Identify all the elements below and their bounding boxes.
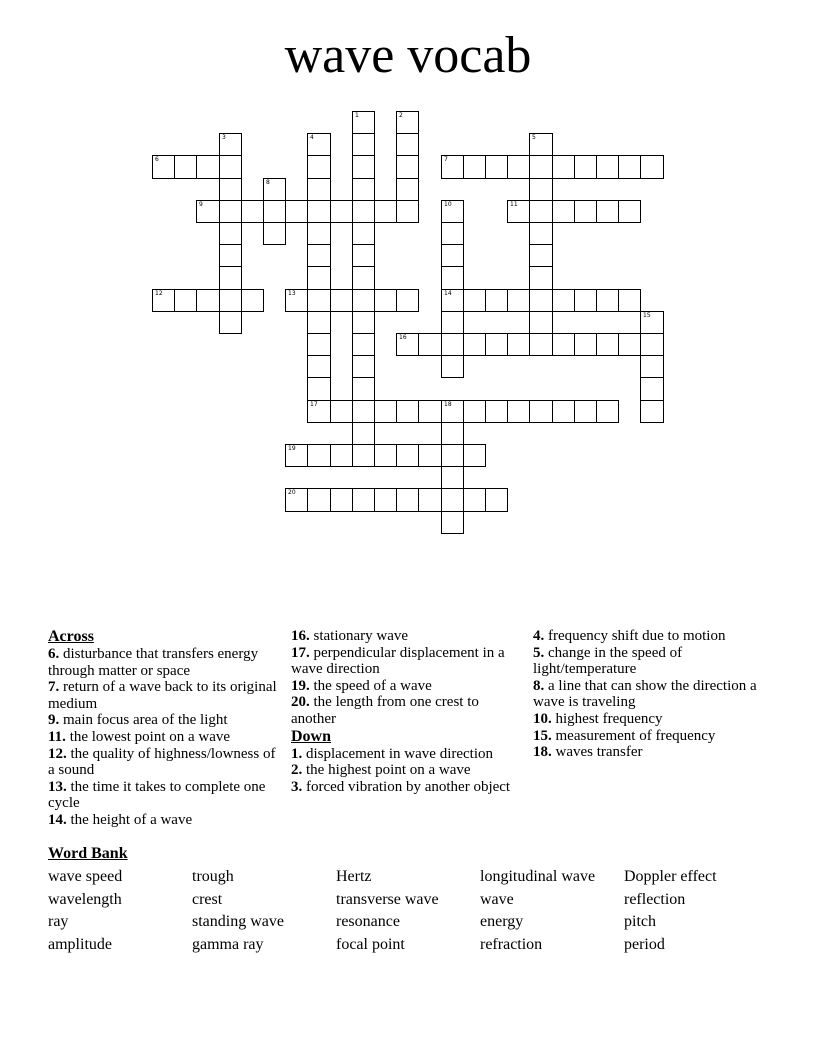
word-bank-list [48,867,788,954]
clue-number: 7. [48,679,60,696]
word-bank-item: refraction [480,935,543,953]
grid-cell[interactable] [507,400,530,423]
grid-cell[interactable] [418,444,442,467]
grid-cell[interactable] [307,289,331,312]
clues-column-3 [533,628,768,761]
clue-number: 20 [288,489,296,496]
word-bank-item: Doppler effect [624,868,717,885]
grid-cell[interactable] [441,333,464,356]
grid-cell[interactable] [241,289,264,312]
word-bank-item: focal point [336,935,405,953]
across-clue [48,779,278,812]
grid-cell[interactable] [552,400,575,423]
grid-cell[interactable] [507,333,530,356]
grid-cell[interactable] [596,333,619,356]
grid-cell[interactable] [396,133,419,156]
clue-text: return of a wave back to its original medium [48,679,277,712]
grid-cell[interactable] [196,289,220,312]
grid-cell[interactable] [307,200,331,223]
clue-number: 19. [291,677,310,694]
word-bank-item: crest [192,890,223,908]
clue-text: the height of a wave [70,811,193,828]
grid-cell[interactable] [529,244,553,267]
grid-cell[interactable] [640,400,664,423]
clue-number: 15. [533,727,552,744]
clue-number: 1. [291,745,303,762]
clue-number: 15 [643,312,651,319]
grid-cell[interactable] [441,444,464,467]
grid-cell[interactable] [529,133,553,156]
grid-cell[interactable] [441,511,464,534]
clue-number: 1 [355,112,359,119]
grid-cell[interactable] [352,377,375,401]
grid-cell[interactable] [374,488,397,512]
across-heading: Across [48,628,94,645]
grid-cell[interactable] [219,155,242,179]
grid-cell[interactable] [396,155,419,179]
grid-cell[interactable] [507,289,530,312]
grid-cell[interactable] [330,400,353,423]
grid-cell[interactable] [263,178,286,201]
grid-cell[interactable] [307,222,331,245]
clue-number: 16 [399,334,407,341]
clue-text: the quality of highness/lowness of a sound [48,745,276,779]
word-bank-item: trough [192,868,234,885]
grid-cell[interactable] [285,488,308,512]
clue-number: 17 [310,401,318,408]
across-clue [291,678,526,695]
down-clues-part-1 [291,746,526,796]
grid-cell[interactable] [529,222,553,245]
clue-number: 4. [533,628,545,644]
clues-column-2 [291,628,526,795]
grid-cell[interactable] [330,200,353,223]
page-title: wave vocab [284,27,532,84]
clue-text: displacement in wave direction [306,745,494,762]
grid-cell[interactable] [640,155,664,179]
grid-cell[interactable] [418,488,442,512]
grid-cell[interactable] [219,244,242,267]
down-clue [291,746,526,763]
grid-cell[interactable] [307,244,331,267]
grid-cell[interactable] [352,200,375,223]
grid-cell[interactable] [307,333,331,356]
clue-number: 6 [155,156,159,163]
grid-cell[interactable] [352,422,375,445]
word-bank-item: wavelength [48,890,122,908]
clue-number: 11. [48,728,66,745]
word-bank-item: amplitude [48,935,112,953]
grid-cell[interactable] [529,311,553,334]
grid-cell[interactable] [507,155,530,179]
grid-cell[interactable] [596,400,619,423]
clue-number: 9. [48,712,60,729]
clue-number: 3. [291,778,303,795]
grid-cell[interactable] [330,289,353,312]
grid-cell[interactable] [418,333,442,356]
clue-number: 17. [291,644,310,661]
clue-text: measurement of frequency [555,727,716,744]
grid-cell[interactable] [529,155,553,179]
grid-cell[interactable] [374,400,397,423]
clue-number: 12. [48,745,67,762]
grid-cell[interactable] [463,488,486,512]
clue-number: 18 [444,401,452,408]
word-bank-item: gamma ray [192,935,264,953]
grid-cell[interactable] [640,377,664,401]
clue-text: stationary wave [313,628,409,644]
grid-cell[interactable] [441,200,464,223]
grid-cell[interactable] [352,244,375,267]
grid-cell[interactable] [196,200,220,223]
grid-cell[interactable] [307,178,331,201]
grid-cell[interactable] [463,155,486,179]
grid-cell[interactable] [463,444,486,467]
grid-cell[interactable] [196,155,220,179]
down-clue [291,762,526,779]
grid-cell[interactable] [441,244,464,267]
clue-text: the time it takes to complete one cycle [48,778,266,812]
grid-cell[interactable] [352,111,375,134]
grid-cell[interactable] [618,289,641,312]
grid-cell[interactable] [241,200,264,223]
grid-cell[interactable] [152,289,175,312]
clue-number: 5 [532,134,536,141]
clue-text: a line that can show the direction a wave is traveling [533,677,757,711]
grid-cell[interactable] [485,400,508,423]
grid-cell[interactable] [219,200,242,223]
grid-cell[interactable] [374,444,397,467]
across-clue [48,679,278,712]
word-bank-item: transverse wave [336,890,439,908]
clue-number: 4 [310,134,314,141]
clue-text: the length from one crest to another [291,694,479,727]
grid-cell[interactable] [396,400,419,423]
grid-cell[interactable] [352,488,375,512]
down-heading: Down [291,727,332,745]
grid-cell[interactable] [330,444,353,467]
grid-cell[interactable] [485,333,508,356]
clue-text: forced vibration by another object [306,778,511,795]
word-bank-item: period [624,935,665,953]
grid-cell[interactable] [441,355,464,378]
clue-number: 9 [199,201,203,208]
clue-text: waves transfer [555,744,643,761]
grid-cell[interactable] [352,133,375,156]
word-bank-heading: Word Bank [48,845,128,862]
clue-number: 10. [533,710,552,727]
down-clue [533,645,768,678]
clue-number: 6. [48,646,60,662]
clue-text: frequency shift due to motion [548,628,726,644]
grid-cell[interactable] [352,266,375,290]
grid-cell[interactable] [574,333,597,356]
grid-cell[interactable] [596,200,619,223]
grid-cell[interactable] [529,333,553,356]
clue-number: 2. [291,762,303,779]
grid-cell[interactable] [352,444,375,467]
grid-cell[interactable] [263,222,286,245]
across-clue [291,645,526,678]
grid-cell[interactable] [219,222,242,245]
word-bank-item: ray [48,913,69,930]
grid-cell[interactable] [352,178,375,201]
word-bank-item: wave speed [48,868,123,885]
grid-cell[interactable] [485,488,508,512]
word-bank-item: resonance [336,913,400,930]
grid-cell[interactable] [352,355,375,378]
across-clue [48,812,278,829]
word-bank-item: pitch [624,913,656,930]
grid-cell[interactable] [263,200,286,223]
grid-cell[interactable] [618,155,641,179]
grid-cell[interactable] [307,266,331,290]
grid-cell[interactable] [396,178,419,201]
grid-cell[interactable] [352,333,375,356]
grid-cell[interactable] [307,488,331,512]
across-clues-part-2 [291,628,526,728]
grid-cell[interactable] [441,155,464,179]
grid-cell[interactable] [441,466,464,489]
clue-text: highest frequency [555,710,663,727]
grid-cell[interactable] [552,200,575,223]
grid-cell[interactable] [441,266,464,290]
grid-cell[interactable] [174,289,197,312]
grid-cell[interactable] [307,133,331,156]
grid-cell[interactable] [441,400,464,423]
clue-number: 8 [266,179,270,186]
clue-number: 18. [533,744,552,761]
grid-cell[interactable] [352,289,375,312]
clue-number: 19 [288,445,296,452]
grid-cell[interactable] [352,400,375,423]
down-clue [291,779,526,796]
across-clue [48,712,278,729]
word-bank-item: reflection [624,890,686,908]
clue-number: 16. [291,628,310,644]
grid-cell[interactable] [396,488,419,512]
grid-cell[interactable] [552,155,575,179]
clue-number: 20. [291,694,310,711]
grid-cell[interactable] [307,444,331,467]
grid-cell[interactable] [307,400,331,423]
grid-cell[interactable] [507,200,530,223]
grid-cell[interactable] [574,400,597,423]
clue-text: the highest point on a wave [306,762,471,779]
grid-cell[interactable] [485,155,508,179]
word-bank-item: Hertz [336,868,372,885]
grid-cell[interactable] [640,355,664,378]
clue-number: 7 [444,156,448,163]
grid-cell[interactable] [219,178,242,201]
grid-cell[interactable] [352,222,375,245]
across-clue [291,694,526,727]
grid-cell[interactable] [352,311,375,334]
grid-cell[interactable] [529,289,553,312]
grid-cell[interactable] [219,289,242,312]
grid-cell[interactable] [574,289,597,312]
grid-cell[interactable] [463,289,486,312]
clue-text: perpendicular displacement in a wave direction [291,644,505,678]
grid-cell[interactable] [640,333,664,356]
grid-cell[interactable] [618,200,641,223]
grid-cell[interactable] [574,155,597,179]
grid-cell[interactable] [552,289,575,312]
down-clues-part-2 [533,628,768,761]
clues-column-1 [48,628,278,829]
grid-cell[interactable] [418,400,442,423]
down-clue [533,678,768,711]
grid-cell[interactable] [219,266,242,290]
word-bank-item: wave [480,890,514,908]
grid-cell[interactable] [374,200,397,223]
clue-number: 5. [533,644,545,661]
clue-text: change in the speed of light/temperature [533,644,683,678]
word-bank-item: energy [480,913,524,930]
down-clue [533,628,768,645]
grid-cell[interactable] [330,488,353,512]
clue-number: 13. [48,778,67,795]
clue-number: 14. [48,811,67,828]
grid-cell[interactable] [441,311,464,334]
clue-text: the speed of a wave [313,677,432,694]
grid-cell[interactable] [152,155,175,179]
word-bank-item: longitudinal wave [480,868,596,885]
clue-number: 13 [288,290,296,297]
grid-cell[interactable] [441,289,464,312]
clue-text: the lowest point on a wave [69,728,231,745]
clue-text: disturbance that transfers energy through matter or space [48,646,259,679]
grid-cell[interactable] [441,422,464,445]
grid-cell[interactable] [307,355,331,378]
grid-cell[interactable] [463,400,486,423]
grid-cell[interactable] [396,200,419,223]
down-clue [533,728,768,745]
word-bank-item: standing wave [192,913,284,930]
grid-cell[interactable] [441,222,464,245]
clue-number: 2 [399,112,403,119]
grid-cell[interactable] [174,155,197,179]
grid-cell[interactable] [463,333,486,356]
down-clue [533,744,768,761]
clue-number: 10 [444,201,452,208]
grid-cell[interactable] [574,200,597,223]
grid-cell[interactable] [552,333,575,356]
grid-cell[interactable] [219,133,242,156]
grid-cell[interactable] [285,289,308,312]
grid-cell[interactable] [285,444,308,467]
word-bank [48,845,788,954]
grid-cell[interactable] [485,289,508,312]
clue-number: 12 [155,290,163,297]
grid-cell[interactable] [307,377,331,401]
across-clue [48,729,278,746]
clue-number: 3 [222,134,226,141]
grid-cell[interactable] [374,289,397,312]
grid-cell[interactable] [529,400,553,423]
grid-cell[interactable] [396,444,419,467]
down-clue [533,711,768,728]
across-clue [48,646,278,679]
grid-cell[interactable] [618,333,641,356]
grid-cell[interactable] [441,488,464,512]
clue-number: 14 [444,290,452,297]
grid-cell[interactable] [596,289,619,312]
clue-text: main focus area of the light [63,712,228,729]
clue-number: 11 [510,201,518,208]
grid-cell[interactable] [529,178,553,201]
across-clues-part-1 [48,646,278,829]
grid-cell[interactable] [396,111,419,134]
grid-cell[interactable] [596,155,619,179]
across-clue [48,746,278,779]
grid-cell[interactable] [352,155,375,179]
grid-cell[interactable] [307,311,331,334]
grid-cell[interactable] [285,200,308,223]
across-clue [291,628,526,645]
grid-cell[interactable] [529,266,553,290]
grid-cell[interactable] [219,311,242,334]
grid-cell[interactable] [396,333,419,356]
grid-cell[interactable] [307,155,331,179]
grid-cell[interactable] [396,289,419,312]
clue-number: 8. [533,677,545,694]
grid-cell[interactable] [640,311,664,334]
grid-cell[interactable] [529,200,553,223]
